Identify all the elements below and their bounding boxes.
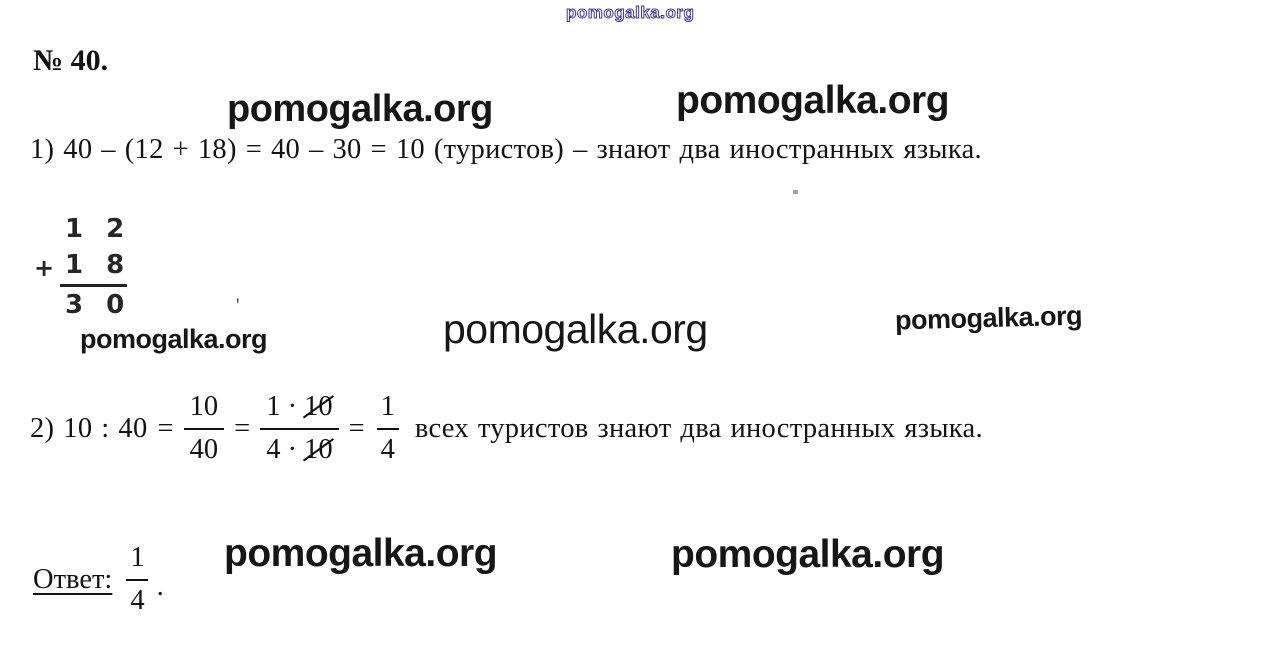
cancelled-ten: 10 <box>304 434 333 466</box>
watermark-mid-right: pomogalka.org <box>894 300 1083 336</box>
fraction-1-4 <box>375 391 401 467</box>
answer-fraction <box>124 542 150 618</box>
column-addition-sum <box>65 292 124 318</box>
fraction-denominator: 4 <box>380 434 395 466</box>
digit: 1 <box>65 214 84 244</box>
scan-artifact-tick: ' <box>236 295 240 316</box>
digit: 2 <box>106 214 125 244</box>
fraction-denominator <box>260 434 338 467</box>
equals-sign: = <box>348 413 365 444</box>
column-addition-addend1 <box>65 216 124 242</box>
answer-line <box>33 531 164 629</box>
digit: 3 <box>65 290 84 320</box>
answer-period: . <box>156 571 164 602</box>
digit: 0 <box>106 290 125 320</box>
step2-prefix: 2) 10 : 40 <box>30 413 148 444</box>
watermark-row1-right: pomogalka.org <box>676 79 950 122</box>
answer-label: Ответ: <box>33 564 113 595</box>
step2-suffix: всех туристов знают два иностранных языка. <box>414 413 983 444</box>
scan-artifact-speck <box>793 190 798 194</box>
problem-number: № 40. <box>33 44 109 77</box>
fraction-numerator <box>260 391 338 424</box>
fraction-numerator: 1 <box>380 390 395 422</box>
fraction-bar <box>126 579 148 582</box>
digit: 1 <box>65 250 84 280</box>
cancelled-ten: 10 <box>304 390 333 422</box>
fraction-denominator: 40 <box>189 434 219 466</box>
fraction-bar <box>184 428 225 431</box>
equals-sign: = <box>157 413 174 444</box>
fraction-10-40 <box>184 391 225 467</box>
watermark-bottom-right: pomogalka.org <box>671 533 945 576</box>
step2-line <box>30 372 983 486</box>
fraction-bar <box>260 428 338 431</box>
watermark-mid-center: pomogalka.org <box>443 306 708 352</box>
fraction-bar <box>377 428 399 431</box>
fraction-numerator: 1 <box>130 541 145 573</box>
denominator-factor: 4 · <box>266 434 298 466</box>
watermark-row1-left: pomogalka.org <box>227 88 493 130</box>
fraction-cancelled <box>260 391 338 467</box>
column-addition-plus-sign: + <box>34 254 55 282</box>
column-addition-rule <box>60 284 127 287</box>
digit: 8 <box>106 250 125 280</box>
step1-line: 1) 40 – (12 + 18) = 40 – 30 = 10 (туристов) – знают два иностранных языка. <box>30 134 982 165</box>
fraction-numerator: 10 <box>189 390 219 422</box>
equals-sign: = <box>234 413 251 444</box>
watermark-top-blue: pomogalka.org <box>566 3 695 22</box>
watermark-bottom-left: pomogalka.org <box>224 532 498 575</box>
column-addition-addend2 <box>65 252 124 278</box>
numerator-factor: 1 · <box>266 390 298 422</box>
fraction-denominator: 4 <box>130 585 145 617</box>
watermark-mid-left: pomogalka.org <box>80 324 268 354</box>
